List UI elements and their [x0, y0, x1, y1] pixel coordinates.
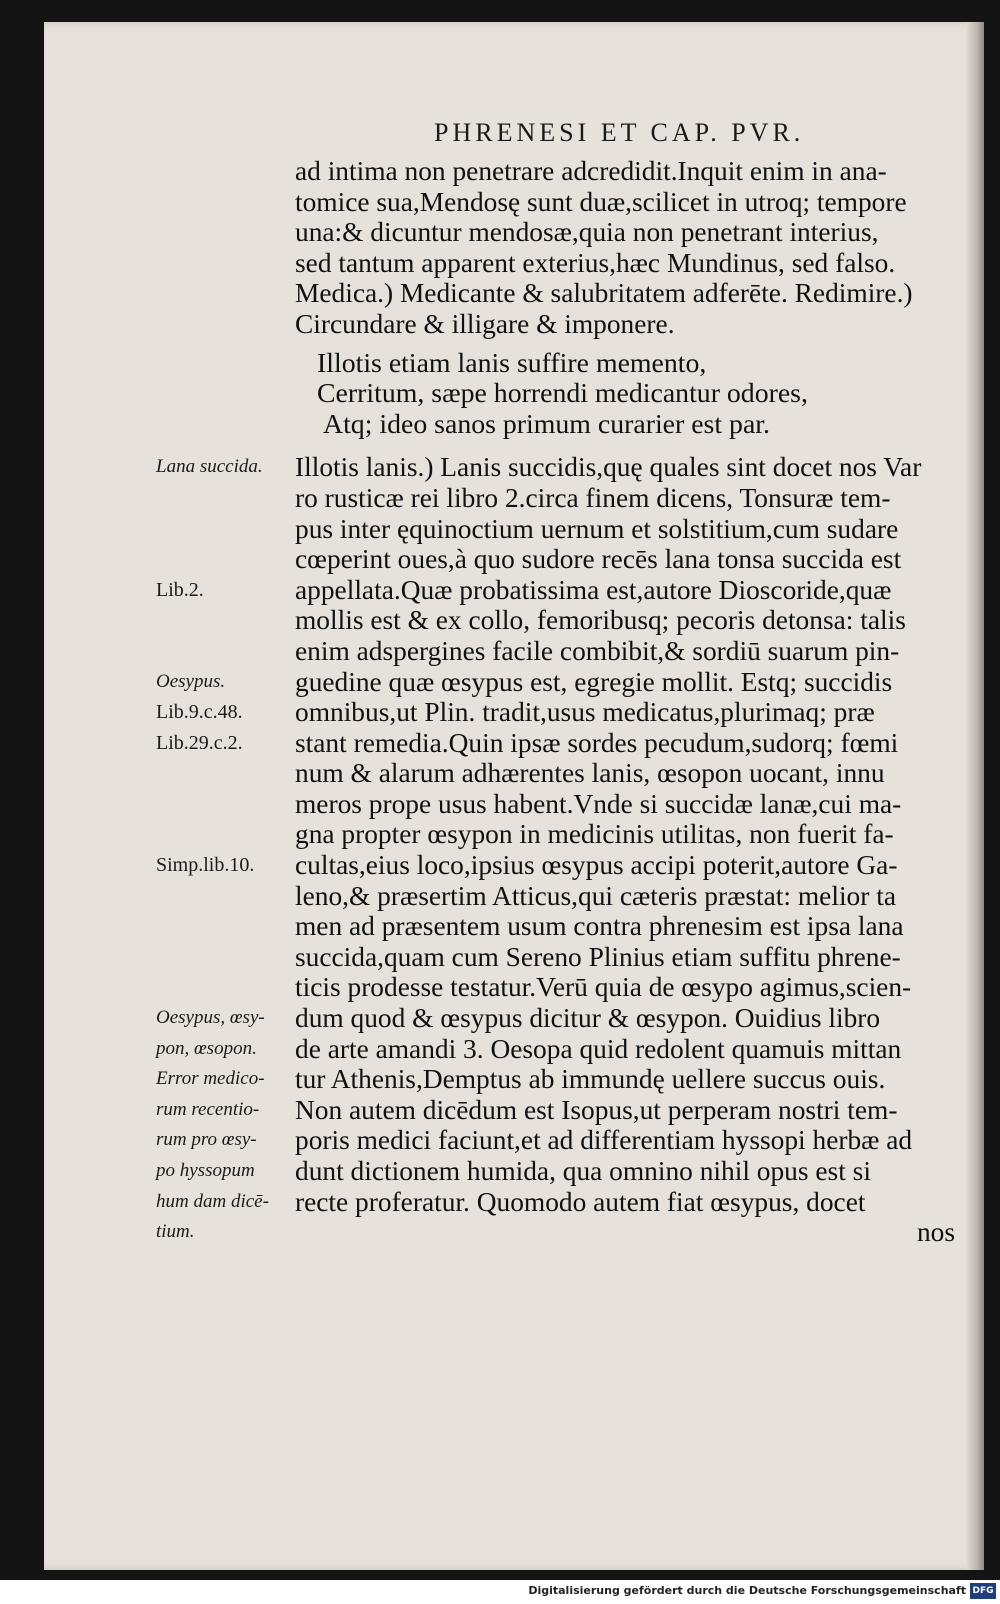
- text-line: omnibus,ut Plin. tradit,usus medicatus,plurimaq; præ: [295, 697, 875, 728]
- text-line: mollis est & ex collo, femoribusq; pecoris detonsa: talis: [295, 605, 906, 636]
- footer-credit: Digitalisierung gefördert durch die Deutsche Forschungsgemeinschaft: [528, 1584, 966, 1597]
- text-line: leno,& præsertim Atticus,qui cæteris præstat: melior ta: [295, 880, 896, 911]
- margin-note: po hyssopum: [156, 1160, 255, 1181]
- text-line: Medica.) Medicante & salubritatem adferēte. Redimire.): [295, 278, 913, 309]
- dfg-logo-icon: DFG: [970, 1583, 996, 1599]
- text-line: ticis prodesse testatur.Verū quia de œsypo agimus,scien-: [295, 972, 912, 1003]
- verse-line: Cerritum, sæpe horrendi medicantur odores,: [317, 379, 808, 410]
- text-line: pus inter ęquinoctium uernum et solstitium,cum sudare: [295, 513, 899, 544]
- margin-note: Oesypus.: [156, 670, 226, 692]
- text-line: de arte amandi 3. Oesopa quid redolent quamuis mittan: [295, 1033, 902, 1064]
- text-line: ad intima non penetrare adcredidit.Inquit enim in ana-: [295, 156, 887, 186]
- margin-note: pon, œsopon.: [156, 1037, 257, 1059]
- text-line: succida,quam cum Sereno Plinius etiam suffitu phrene-: [295, 941, 901, 972]
- text-line: guedine quæ œsypus est, egregie mollit. Estq; succidis: [295, 666, 893, 697]
- running-head: PHRENESI ET CAP. PVR.: [434, 118, 805, 147]
- catchword: nos: [916, 1217, 955, 1248]
- text-line: appellata.Quæ probatissima est,autore Dioscoride,quæ: [295, 574, 892, 605]
- text-line: cultas,eius loco,ipsius œsypus accipi poterit,autore Ga-: [295, 850, 898, 881]
- text-line: num & alarum adhærentes lanis, œsopon uocant, innu: [295, 758, 885, 789]
- book-page: [44, 22, 984, 1570]
- text-line: dum quod & œsypus dicitur & œsypon. Ouidius libro: [295, 1003, 881, 1034]
- text-line: Circundare & illigare & imponere.: [295, 308, 675, 339]
- margin-note: Lib.9.c.48.: [156, 701, 243, 724]
- margin-note: Lib.29.c.2.: [156, 731, 243, 754]
- text-line: gna propter œsypon in medicinis utilitas, non fuerit fa-: [295, 819, 894, 850]
- text-line: una:& dicuntur mendosæ,quia non penetrant interius,: [295, 217, 879, 248]
- margin-note: Oesypus, œsy-: [156, 1007, 265, 1029]
- margin-note: hum dam dicē-: [156, 1190, 269, 1212]
- margin-note: rum pro œsy-: [156, 1129, 257, 1151]
- text-line: sed tantum apparent exterius,hæc Mundinus, sed falso.: [295, 247, 896, 278]
- text-line: men ad præsentem usum contra phrenesim est ipsa lana: [295, 911, 904, 942]
- text-line: Non autem dicēdum est Isopus,ut perperam nostri tem-: [295, 1094, 898, 1125]
- text-line: tomice sua,Mendosę sunt duæ,scilicet in utroq; tempore: [295, 186, 907, 217]
- text-line: cœperint oues,à quo sudore recēs lana tonsa succida est: [295, 544, 902, 575]
- text-line: stant remedia.Quin ipsæ sordes pecudum,sudorq; fœmi: [295, 727, 899, 758]
- verse-line: Atq; ideo sanos primum curarier est par.: [323, 409, 770, 440]
- margin-note: tium.: [156, 1221, 195, 1243]
- text-line: tur Athenis,Demptus ab immundę uellere succus ouis.: [295, 1064, 886, 1095]
- text-line: poris medici faciunt,et ad differentiam hyssopi herbæ ad: [295, 1125, 913, 1156]
- margin-note: Lana succida.: [156, 456, 263, 478]
- text-line: enim adspergines facile combibit,& sordiū suarum pin-: [295, 635, 900, 666]
- footer-strip: [0, 1580, 1000, 1604]
- text-line: Illotis lanis.) Lanis succidis,quę quales sint docet nos Var: [295, 452, 922, 483]
- text-line: dunt dictionem humida, qua omnino nihil opus est si: [295, 1156, 871, 1186]
- text-line: meros prope usus habent.Vnde si succidæ lanæ,cui ma-: [295, 788, 902, 819]
- verse-line: Illotis etiam lanis suffire memento,: [317, 348, 707, 379]
- margin-note: Error medico-: [156, 1068, 265, 1090]
- margin-note: rum recentio-: [156, 1098, 260, 1120]
- text-line: ro rusticæ rei libro 2.circa finem dicens, Tonsuræ tem-: [295, 482, 891, 513]
- margin-note: Lib.2.: [156, 578, 204, 601]
- margin-note: Simp.lib.10.: [156, 854, 255, 877]
- page-edge: [966, 22, 984, 1570]
- text-line: recte proferatur. Quomodo autem fiat œsypus, docet: [295, 1186, 866, 1217]
- body-text: [295, 156, 965, 1248]
